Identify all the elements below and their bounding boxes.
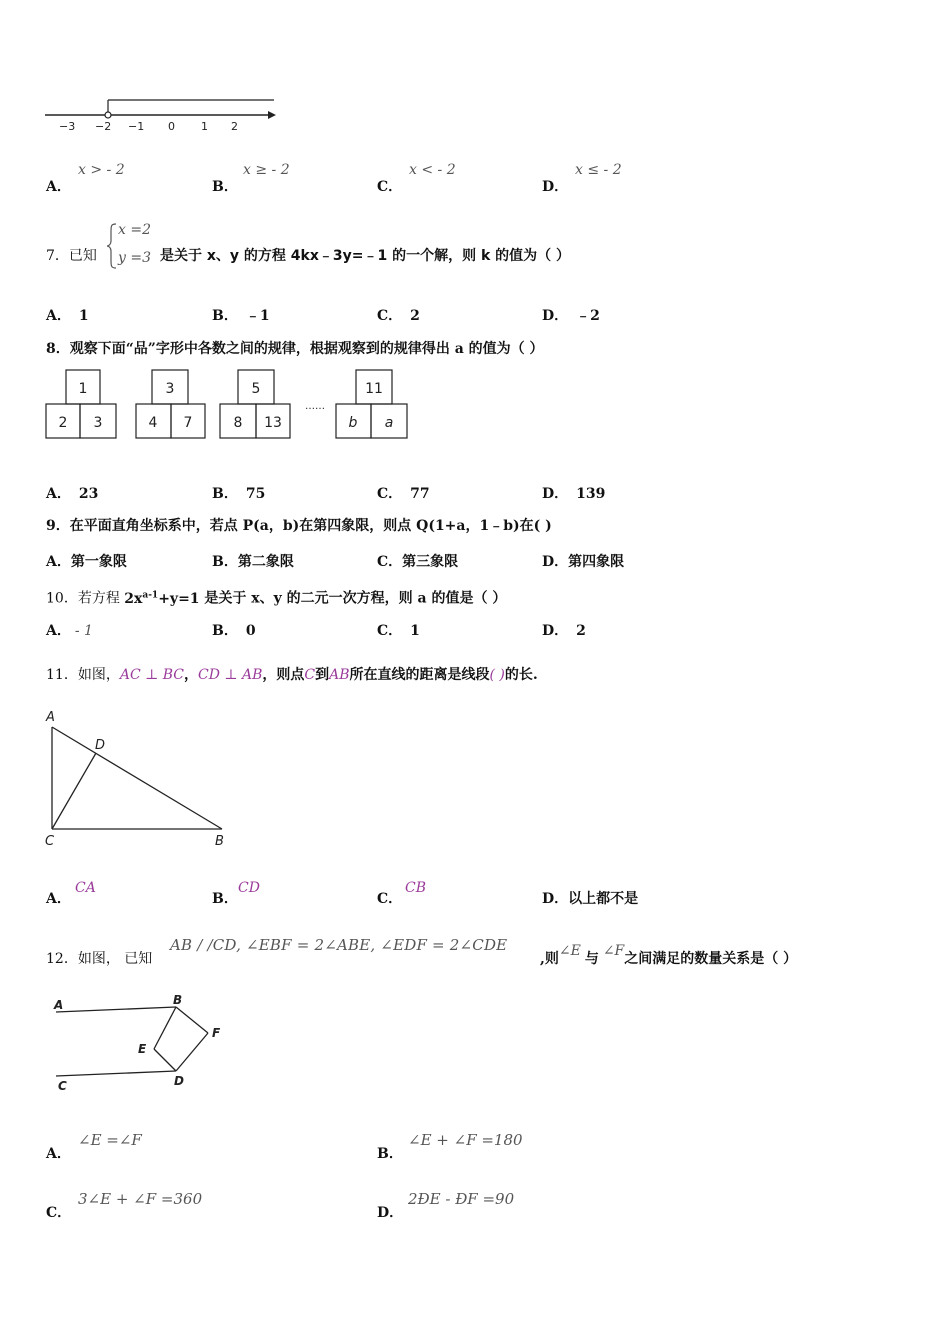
q7-option-d[interactable] xyxy=(542,305,600,325)
fig-number: 1 xyxy=(78,381,88,397)
option-letter: A． xyxy=(46,891,71,907)
tick-label: −3 xyxy=(59,120,76,133)
q12-option-b[interactable] xyxy=(377,1143,403,1163)
point-label: D xyxy=(95,738,106,753)
number-line-arrow-icon xyxy=(268,111,276,119)
option-value: 139 xyxy=(576,486,606,502)
q11-option-c[interactable] xyxy=(377,888,402,908)
option-value: 23 xyxy=(78,486,99,502)
q7-option-a[interactable] xyxy=(46,305,89,325)
q12-option-a[interactable] xyxy=(46,1143,71,1163)
q8-text: 8．观察下面“品”字形中各数之间的规律，根据观察到的规律得出 a 的值为（ ） xyxy=(46,341,544,357)
fig-number: 7 xyxy=(183,415,193,431)
q12-text xyxy=(540,943,798,969)
number-line-figure xyxy=(40,92,285,137)
q6-option-d-math: x ≤ - 2 xyxy=(575,162,622,178)
q7-number: 7．已知 xyxy=(46,248,97,264)
q12-option-d-math: 2ĐE - ĐF =90 xyxy=(408,1190,515,1208)
option-letter: A． xyxy=(46,554,71,570)
option-letter: A． xyxy=(46,1146,71,1162)
option-letter: C． xyxy=(377,554,403,570)
q12-math-2: ∠F xyxy=(602,943,625,959)
fig-number: 2 xyxy=(58,415,68,431)
eq-exponent: a-1 xyxy=(142,590,159,600)
q12-number: 12．如图， 已知 xyxy=(46,951,153,967)
option-letter: A． xyxy=(46,308,71,324)
option-value: 2 xyxy=(410,308,420,324)
q6-option-a[interactable] xyxy=(46,176,71,196)
option-letter: C． xyxy=(377,891,403,907)
fig-number: 8 xyxy=(233,415,243,431)
q9-option-b[interactable] xyxy=(212,551,294,571)
q12-text-2: 与 xyxy=(584,951,599,967)
option-value: 2 xyxy=(576,623,586,639)
q10-number: 10．若方程 xyxy=(46,590,125,607)
q6-option-a-math: x > - 2 xyxy=(78,162,125,178)
option-value: ﹣1 xyxy=(245,308,270,324)
q8-option-d[interactable] xyxy=(542,483,605,503)
q11-option-d[interactable] xyxy=(542,888,638,908)
q7-text: 是关于 x、y 的方程 4kx﹣3y=﹣1 的一个解，则 k 的值为（ ） xyxy=(160,248,571,264)
q7-option-c[interactable] xyxy=(377,305,420,325)
q11-option-a-math: CA xyxy=(75,880,96,896)
q6-option-c-math: x < - 2 xyxy=(409,162,456,178)
point-label: B xyxy=(173,993,183,1007)
q11-sep: ， xyxy=(183,667,198,683)
option-value: 1 xyxy=(410,623,420,639)
q10-option-a[interactable] xyxy=(46,620,93,640)
q12-option-a-math: ∠E =∠F xyxy=(78,1131,142,1149)
option-letter: C． xyxy=(46,1205,72,1221)
q11-math-4: AB xyxy=(329,667,350,683)
option-letter: A． xyxy=(46,486,71,502)
option-letter: B． xyxy=(212,891,238,907)
point-label: A xyxy=(46,710,55,725)
option-letter: D． xyxy=(542,486,569,502)
option-letter: A． xyxy=(46,623,71,639)
point-label: B xyxy=(215,834,224,849)
option-letter: D． xyxy=(542,891,569,907)
option-value: 第一象限 xyxy=(70,554,127,570)
q10-option-d[interactable] xyxy=(542,620,586,640)
option-value: 75 xyxy=(245,486,266,502)
q10-option-c[interactable] xyxy=(377,620,420,640)
tick-label: 0 xyxy=(168,120,175,133)
option-value: - 1 xyxy=(74,623,93,639)
fig-number: 3 xyxy=(93,415,103,431)
q11-option-b[interactable] xyxy=(212,888,238,908)
q11-number: 11．如图， xyxy=(46,667,120,683)
option-letter: D． xyxy=(542,554,569,570)
option-letter: B． xyxy=(212,623,238,639)
tick-label: 1 xyxy=(201,120,208,133)
q9-option-c[interactable] xyxy=(377,551,458,571)
q11-option-a[interactable] xyxy=(46,888,71,908)
point-label: E xyxy=(138,1042,147,1056)
option-letter: B． xyxy=(212,554,238,570)
q8-option-c[interactable] xyxy=(377,483,430,503)
fig-letter: b xyxy=(348,415,358,431)
option-letter: D． xyxy=(542,179,569,195)
q11-math-3: C xyxy=(304,667,316,683)
option-value: 0 xyxy=(245,623,256,639)
q8-option-a[interactable] xyxy=(46,483,98,503)
q11-option-b-math: CD xyxy=(238,880,260,896)
point-label: D xyxy=(174,1074,184,1088)
q7-system-eq2: y =3 xyxy=(118,250,151,266)
fig-number: 13 xyxy=(264,415,282,431)
q6-option-b-math: x ≥ - 2 xyxy=(243,162,290,178)
q6-option-b[interactable] xyxy=(212,176,238,196)
q12-math-1: ∠E xyxy=(558,943,581,959)
option-value: 以上都不是 xyxy=(568,891,639,907)
q11-text-3: 所在直线的距离是线段 xyxy=(349,667,490,683)
q11-math-2: CD ⊥ AB xyxy=(197,667,263,683)
point-label: F xyxy=(212,1026,221,1040)
fig-dots: …… xyxy=(305,401,325,412)
q12-text-1: ,则 xyxy=(540,951,559,967)
q7-system-brace-icon xyxy=(106,222,118,270)
point-label: C xyxy=(45,834,55,849)
point-label: C xyxy=(58,1079,67,1093)
q6-option-d[interactable] xyxy=(542,176,568,196)
fig-number: 5 xyxy=(251,381,261,397)
q12-option-c-math: 3∠E + ∠F =360 xyxy=(78,1190,203,1208)
eq-rest: +y=1 xyxy=(158,590,200,607)
fig-number: 4 xyxy=(148,415,158,431)
option-letter: A． xyxy=(46,179,71,195)
q11-triangle-figure xyxy=(40,705,240,850)
q11-text xyxy=(46,665,538,685)
option-letter: D． xyxy=(542,308,569,324)
q11-math-1: AC ⊥ BC xyxy=(119,667,184,683)
open-circle-icon xyxy=(105,112,111,118)
q7-option-b[interactable] xyxy=(212,305,270,325)
q11-text-2: 到 xyxy=(315,667,330,683)
option-letter: C． xyxy=(377,623,403,639)
q12-option-c[interactable] xyxy=(46,1202,71,1222)
option-letter: D． xyxy=(377,1205,404,1221)
q8-pin-figures xyxy=(40,365,420,447)
q12-option-d[interactable] xyxy=(377,1202,403,1222)
point-label: A xyxy=(54,998,64,1012)
q12-condition: AB / /CD, ∠EBF = 2∠ABE, ∠EDF = 2∠CDE xyxy=(170,936,508,954)
option-letter: C． xyxy=(377,308,403,324)
q9-text: 9．在平面直角坐标系中，若点 P(a，b)在第四象限，则点 Q(1+a，1﹣b)在( ) xyxy=(46,518,552,534)
tick-label: 2 xyxy=(231,120,238,133)
fig-number: 3 xyxy=(165,381,175,397)
option-letter: B． xyxy=(212,486,238,502)
option-value: 第三象限 xyxy=(402,554,459,570)
option-value: ﹣2 xyxy=(576,308,600,324)
option-value: 第二象限 xyxy=(237,554,294,570)
q11-text-4: 的长. xyxy=(504,667,538,683)
option-value: 1 xyxy=(78,308,89,324)
q9-option-d[interactable] xyxy=(542,551,624,571)
q11-text-1: ，则点 xyxy=(262,667,305,683)
fig-number: 11 xyxy=(365,381,383,397)
eq-base: 2x xyxy=(124,590,143,607)
option-letter: B． xyxy=(212,308,238,324)
q10-text xyxy=(46,585,506,609)
q12-option-b-math: ∠E + ∠F =180 xyxy=(408,1131,523,1149)
option-letter: C． xyxy=(377,179,403,195)
tick-label: −1 xyxy=(128,120,145,133)
q8-option-b[interactable] xyxy=(212,483,265,503)
q12-text-3: 之间满足的数量关系是（ ） xyxy=(624,951,798,967)
q6-option-c[interactable] xyxy=(377,176,402,196)
q9-option-a[interactable] xyxy=(46,551,127,571)
q7-system-eq1: x =2 xyxy=(118,222,151,238)
q10-question: 是关于 x、y 的二元一次方程，则 a 的值是（ ） xyxy=(199,590,507,607)
fig-letter: a xyxy=(384,415,394,431)
option-letter: C． xyxy=(377,486,403,502)
q11-option-c-math: CB xyxy=(405,880,426,896)
option-letter: B． xyxy=(212,179,238,195)
q11-math-5: ( ) xyxy=(489,667,505,683)
tick-label: −2 xyxy=(95,120,112,133)
q10-equation xyxy=(124,591,199,607)
option-value: 77 xyxy=(410,486,430,502)
q10-option-b[interactable] xyxy=(212,620,256,640)
q12-parallel-figure xyxy=(40,990,240,1095)
option-letter: D． xyxy=(542,623,569,639)
option-value: 第四象限 xyxy=(568,554,625,570)
option-letter: B． xyxy=(377,1146,403,1162)
